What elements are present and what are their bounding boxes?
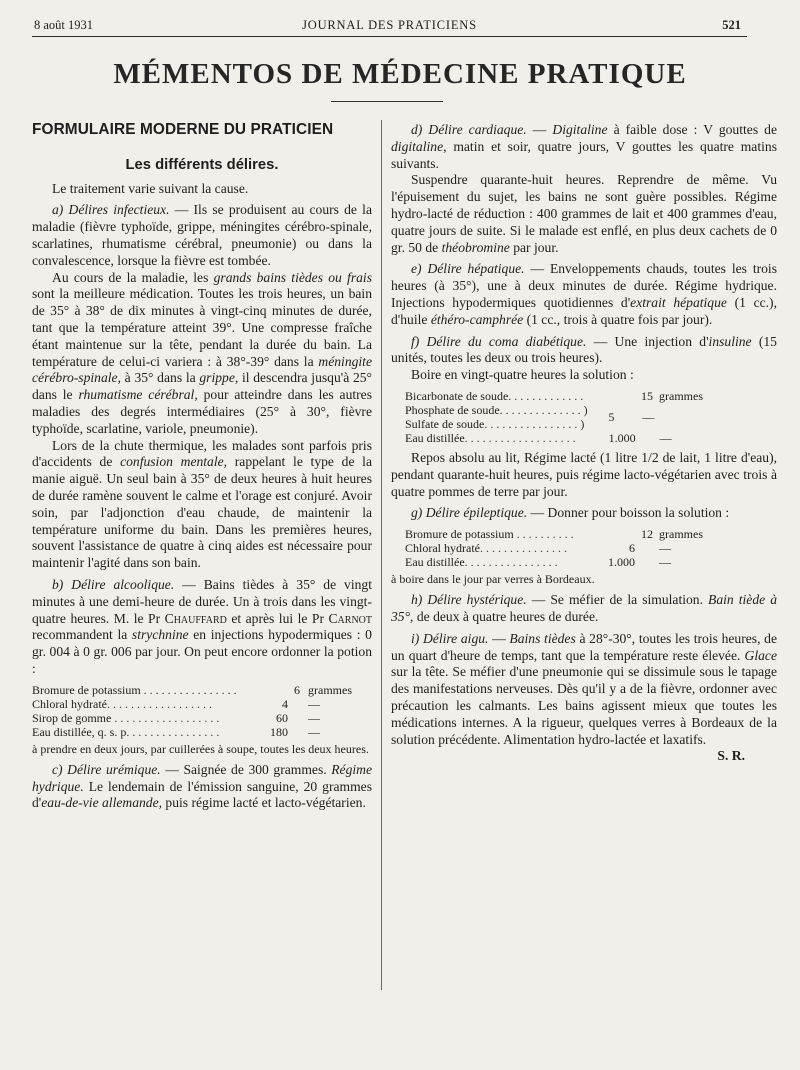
- text-b1: — Bains tièdes à 35° de vingt minutes à une demi-heure de durée. Un à trois dans les vingt-quatre heures. M. le Pr: [32, 576, 372, 626]
- dot-leader: . . . . . . . . . . . . . . . . ): [484, 416, 585, 431]
- text-b-sc1: Chauffard: [164, 610, 227, 626]
- lead-e: e) Délire hépatique.: [411, 261, 525, 277]
- rx-name: Chloral hydraté: [32, 696, 107, 711]
- text-i-it1: Bains tièdes: [509, 630, 576, 646]
- title-rule: [331, 101, 443, 102]
- text-h2: de deux à quatre heures de durée.: [413, 608, 599, 624]
- rx-name: Bromure de potassium: [405, 527, 514, 542]
- main-title: MÉMENTOS DE MÉDECINE PRATIQUE: [113, 58, 687, 90]
- lead-a: a) Délires infectieux.: [52, 202, 170, 218]
- rx-row: [405, 541, 725, 555]
- section-heading: FORMULAIRE MODERNE DU PRATICIEN: [32, 121, 334, 138]
- text-d2-1: Suspendre quarante-huit heures. Reprendre de même. Vu l'épuisement du sujet, les bains ne sont guère possibles. Régime hydro-lacté de réduction : 400 grammes de lait et 400 grammes d'eau, quatre jours de suite. Si le malade est enflé, en plus deux cachets de 0 gr. 50 de: [391, 172, 777, 255]
- rx-row: [405, 555, 725, 569]
- rx-name: Eau distillée: [405, 430, 465, 445]
- paragraph-c: [32, 762, 372, 812]
- note-g: à boire dans le jour par verres à Bordeaux.: [391, 572, 595, 587]
- text-d2-it: théobromine: [441, 239, 510, 255]
- paragraph-a2: [32, 270, 372, 438]
- text-e3: (1 cc., trois à quatre fois par jour).: [523, 311, 713, 327]
- rx-unit: —: [659, 541, 671, 556]
- paragraph-d: [391, 122, 777, 172]
- text-i2: à 28°-30°, toutes les trois heures, de un quart d'heure de temps, tant que la température reste élevée.: [391, 630, 777, 663]
- rx-qty: 1.000: [608, 430, 636, 445]
- right-column: [391, 122, 777, 765]
- rx-name: Phosphate de soude: [405, 402, 500, 417]
- text-a2-5: pour atteindre dans les autres maladies des degrés intermédiaires (25° à 30°, fièvre typhoïde, scarlatine, variole, pneumonie).: [32, 387, 373, 436]
- text-c1: — Saignée de 300 grammes.: [160, 761, 332, 777]
- rx-unit: grammes: [308, 682, 352, 697]
- rx-name: Sirop de gomme: [32, 710, 112, 725]
- left-column: [32, 122, 372, 812]
- dot-leader: . . . . . . . . . . . . . . .: [479, 541, 567, 556]
- text-c-it2: eau-de-vie allemande,: [41, 795, 163, 811]
- dot-leader: . . . . . . . . . . . . . . . .: [140, 682, 237, 697]
- text-a3-1: Lors de la chute thermique, les malades sont parfois pris d'accidents de: [32, 437, 372, 470]
- page-header: [32, 14, 747, 37]
- text-a2-3: à 35° dans la: [120, 370, 200, 386]
- text-a2-4: il descendra jusqu'à 25° dans le: [32, 370, 372, 403]
- text-e-it2: éthéro-camphrée: [430, 311, 524, 327]
- text-c3: puis régime lacté et lacto-végétarien.: [162, 795, 366, 811]
- rx-name: Sulfate de soude: [405, 416, 485, 431]
- paragraph-f2: Boire en vingt-quatre heures la solution :: [411, 367, 634, 383]
- rx-unit: —: [308, 724, 320, 739]
- text-b3: recommandent la: [32, 627, 132, 643]
- text-i-it2: Glace: [744, 647, 777, 663]
- paragraph-d2: [391, 172, 777, 256]
- paragraph-f3: Repos absolu au lit, Régime lacté (1 litre 1/2 de lait, 1 litre d'eau), pendant quarante-huit heures, puis régime lacto-végétarien avec trois à quatre pommes de terre par jour.: [391, 449, 777, 499]
- rx-qty: 4: [282, 696, 288, 711]
- paragraph-b: [32, 577, 372, 678]
- dot-leader: . . . . . . . . . .: [513, 527, 574, 542]
- article-subtitle: Les différents délires.: [125, 156, 279, 173]
- rx-name: Chloral hydraté: [405, 541, 480, 556]
- rx-row: [405, 431, 725, 445]
- header-page-number: 521: [722, 18, 741, 32]
- text-e2: (1 cc.), d'huile: [391, 294, 777, 327]
- lead-c: c) Délire urémique.: [52, 761, 161, 777]
- rx-row: [32, 697, 372, 711]
- text-f2: (15 unités, toutes les deux ou trois heures).: [391, 333, 777, 366]
- rx-name: Bromure de potassium: [32, 682, 141, 697]
- paragraph-a3: [32, 438, 372, 572]
- rx-name: Bicarbonate de soude: [405, 388, 509, 403]
- dot-leader: . . . . . . . . . . . . . . . . . .: [106, 696, 212, 711]
- text-i3: sur la tête. Se méfier d'une pneumonie qui se dissimule sous le tapage des manifestations nerveuses. Dès qu'il y a de la fièvre, ordonner avec précaution les calmants. Les bains agissent mieux que toutes les médications internes. A la rigueur, quelques verres à Bordeaux de la solution précédente. Alimentation hydro-lactée et laxatifs.: [391, 664, 777, 747]
- rx-qty: 60: [276, 710, 288, 725]
- rx-qty: 180: [270, 724, 288, 739]
- note-b: à prendre en deux jours, par cuillerées à soupe, toutes les deux heures.: [32, 741, 369, 756]
- text-a2-1: Au cours de la maladie, les: [52, 269, 214, 285]
- prescription-f: [391, 389, 725, 445]
- text-d-it2: digitaline,: [391, 138, 447, 154]
- text-c-it1: Régime hydrique.: [32, 761, 372, 794]
- lead-b: b) Délire alcoolique.: [52, 576, 175, 592]
- rx-name: Eau distillée: [405, 555, 465, 570]
- lead-h: h) Délire hystérique.: [411, 592, 527, 608]
- rx-unit: —: [659, 430, 672, 445]
- text-e-it1: extrait hépatique: [630, 294, 727, 310]
- rx-qty: 12: [641, 527, 653, 542]
- dot-leader: . . . . . . . . . . . . . . . .: [464, 555, 558, 570]
- text-d2-2: par jour.: [509, 239, 559, 255]
- paragraph-i: [391, 630, 777, 764]
- text-a2-2: sont la meilleure médication. Toutes les trois heures, un bain de 35° à 38° de dix minutes à vingt-cinq minutes de durée, tant que la température atteint 39°. Une compresse fraîche étant maintenue sur la tête, pendant la durée du bain. La température de celui-ci variera : à 38°-39° dans la: [32, 286, 372, 369]
- rx-row: [32, 711, 372, 725]
- text-a3-2: rappelant le type de la manie aiguë. Un seul bain à 35° de deux heures à huit heures de durée ramène souvent le calme et l'orage est conjuré. Avoir soin, par l'adjonction d'eau chaude, de maintenir la température uniforme du bain. Dans les premières heures, souvent l'assistance de quatre à cinq aides est nécessaire pour maintenir l'agité dans son bain.: [32, 454, 372, 571]
- rx-qty: 5: [608, 409, 615, 424]
- dot-leader: . . . . . . . . . . . . . . ): [499, 402, 588, 417]
- lead-i: i) Délire aigu.: [411, 630, 489, 646]
- rx-row: [32, 725, 372, 739]
- rx-qty: 15: [641, 388, 653, 403]
- text-b2: et après lui le Pr: [226, 610, 329, 626]
- rx-row: [405, 527, 725, 541]
- header-journal-title: JOURNAL DES PRATICIENS: [302, 18, 477, 32]
- paragraph-e: [391, 261, 777, 328]
- rx-unit: grammes: [659, 527, 703, 542]
- text-d-it1: Digitaline: [552, 122, 608, 137]
- lead-d: d) Délire cardiaque.: [411, 122, 527, 137]
- text-c2: Le lendemain de l'émission sanguine, 20 grammes d': [32, 778, 372, 811]
- text-b4: en injections hypodermiques : 0 gr. 004 à 0 gr. 006 par jour. On peut encore ordonner la potion :: [32, 627, 372, 676]
- dot-leader: . . . . . . . . . . . . . . . . . .: [111, 710, 220, 725]
- rx-row: [32, 683, 372, 697]
- header-date: 8 août 1931: [34, 18, 94, 32]
- text-a2-it4: rhumatisme cérébral,: [78, 387, 198, 403]
- paragraph-h: [391, 592, 777, 626]
- lead-g: g) Délire épileptique.: [411, 505, 528, 521]
- text-h-it1: Bain tiède à 35°,: [391, 592, 777, 624]
- rx-unit: —: [308, 696, 320, 711]
- text-h1: — Se méfier de la simulation.: [526, 592, 709, 608]
- rx-qty: 1.000: [608, 555, 635, 570]
- column-divider: [381, 120, 382, 990]
- dot-leader: . . . . . . . . . . . . . . . .: [126, 724, 220, 739]
- paragraph-a: [32, 202, 372, 269]
- text-g1: — Donner pour boisson la solution :: [527, 505, 730, 521]
- rx-qty: 6: [294, 682, 300, 697]
- prescription-b: [32, 683, 372, 739]
- text-e1: — Enveloppements chauds, toutes les trois heures (à 35°), une à deux minutes de durée. Régime hydrique. Injections hypodermiques quotidiennes d': [391, 261, 777, 310]
- text-b-it: strychnine: [131, 627, 189, 643]
- text-a2-it3: grippe,: [199, 370, 239, 386]
- text-f1: — Une injection d': [586, 333, 709, 349]
- text-a1: — Ils se produisent au cours de la maladie (fièvre typhoïde, grippe, méningites cérébro-spinale, scarlatines, rhumatisme cérébral, pneumonie) ou dans la convalescence, lorsque la fièvre est tombée.: [32, 202, 372, 268]
- rx-unit: grammes: [659, 388, 703, 403]
- rx-row: [405, 389, 725, 403]
- text-b-sc2: Carnot: [328, 610, 372, 626]
- rx-unit: —: [308, 710, 320, 725]
- rx-name: Eau distillée, q. s. p: [32, 724, 127, 739]
- intro-paragraph: Le traitement varie suivant la cause.: [52, 180, 249, 196]
- text-d2: à faible dose : V gouttes de: [607, 122, 777, 137]
- text-d3: matin et soir, quatre jours, V gouttes les quatre matins suivants.: [391, 138, 777, 171]
- text-i1: —: [488, 630, 510, 646]
- rx-unit: —: [659, 555, 671, 570]
- rx-qty: 6: [629, 541, 635, 556]
- lead-f: f) Délire du coma diabétique.: [411, 333, 587, 349]
- text-a3-it: confusion mentale,: [120, 454, 228, 470]
- paragraph-f: [391, 334, 777, 368]
- text-d1: —: [526, 122, 553, 137]
- paragraph-g: [391, 505, 777, 522]
- author-signature: S. R.: [717, 748, 745, 764]
- text-a2-it1: grands bains tièdes ou frais: [213, 269, 372, 285]
- prescription-g: [391, 527, 725, 569]
- text-a2-it2: méningite cérébro-spinale,: [32, 353, 372, 386]
- dot-leader: . . . . . . . . . . . . .: [508, 388, 584, 403]
- rx-unit: —: [642, 409, 655, 424]
- text-f-it1: insuline: [708, 333, 752, 349]
- dot-leader: . . . . . . . . . . . . . . . . . . .: [464, 430, 576, 445]
